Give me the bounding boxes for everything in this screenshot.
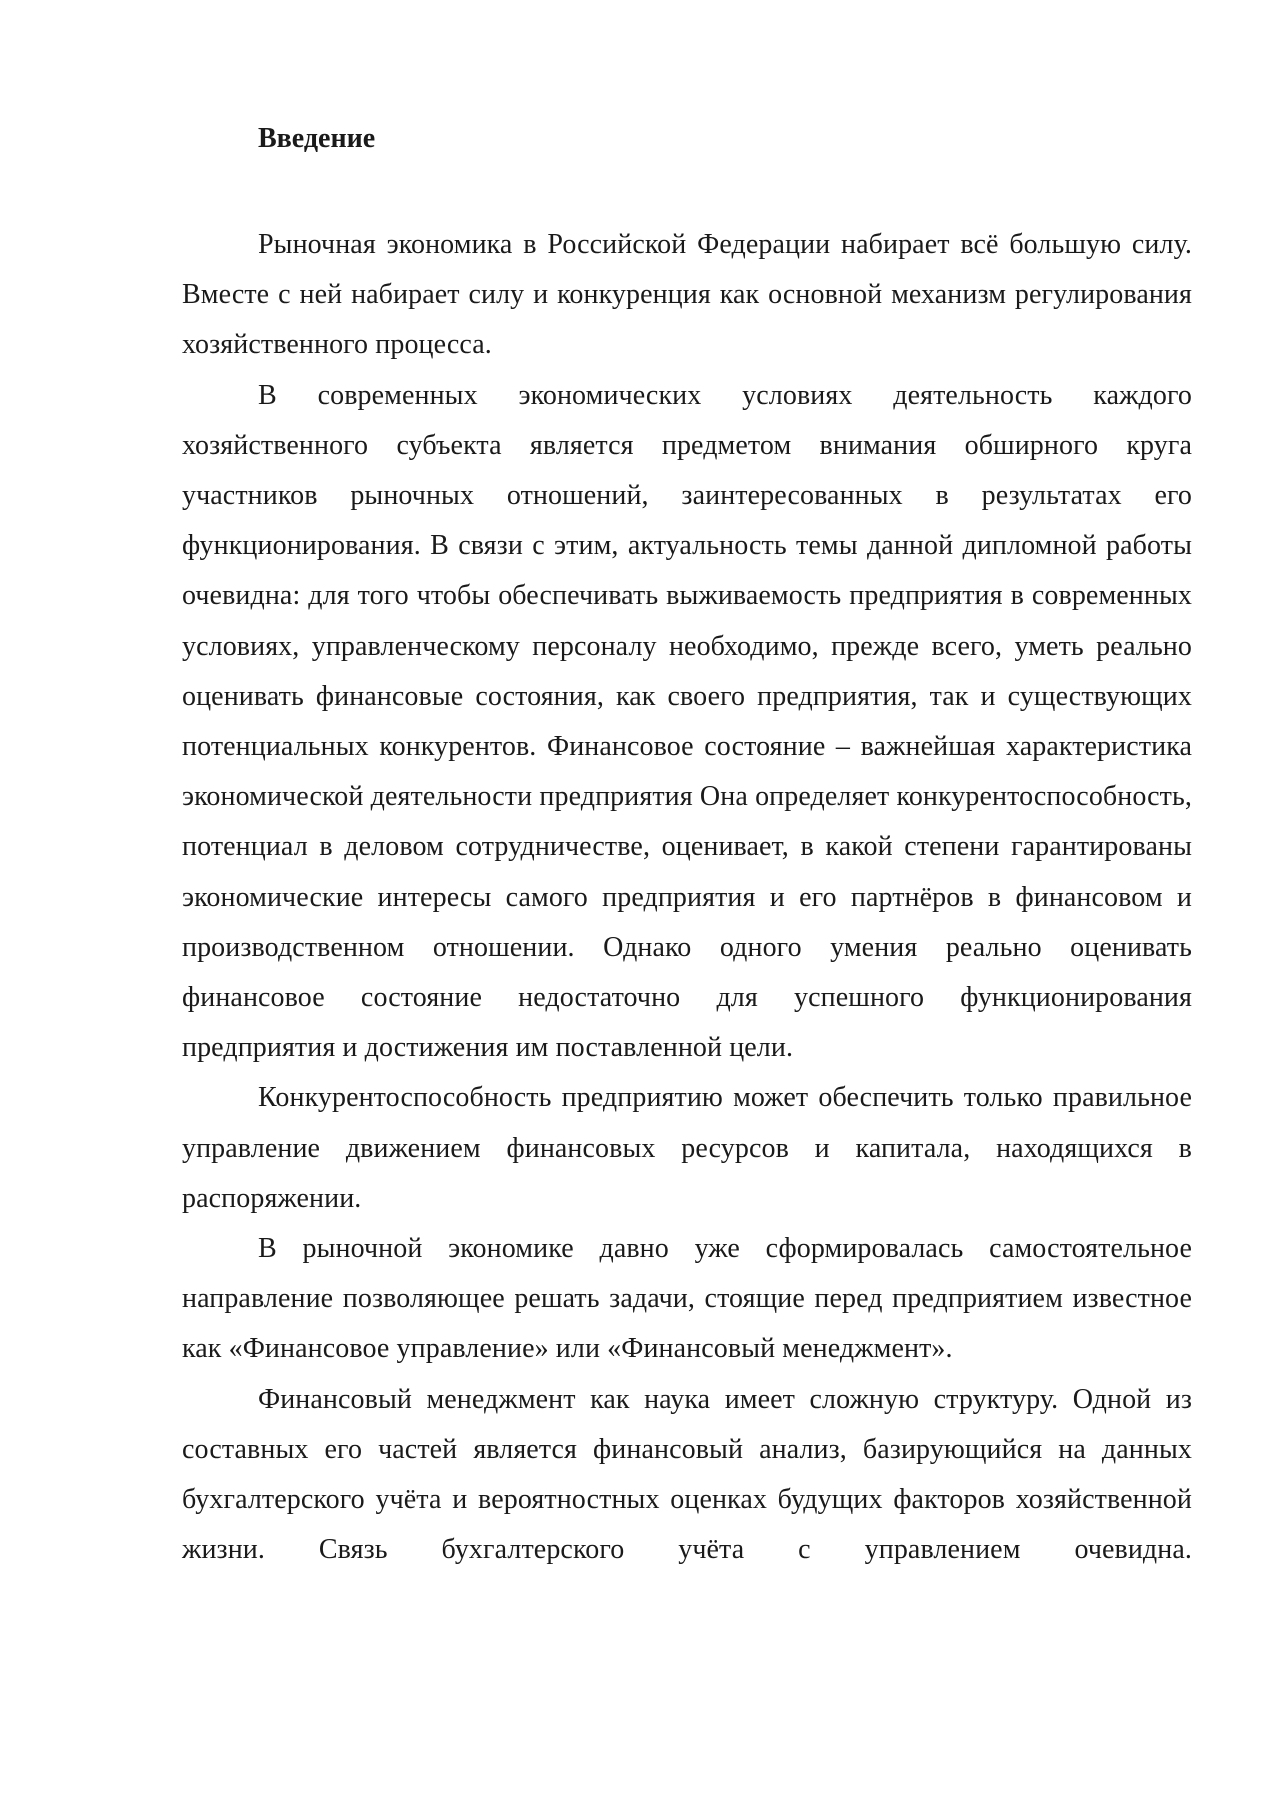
section-heading: Введение xyxy=(258,123,376,154)
paragraph: Рыночная экономика в Российской Федерации набирает всё большую силу. Вместе с ней набирает силу и конкуренция как основной механизм регулирования хозяйственного процесса. xyxy=(182,229,1192,361)
paragraph: В рыночной экономике давно уже сформировалась самостоятельное направление позволяющее решать задачи, стоящие перед предприятием известное как «Финансовое управление» или «Финансовый менеджмент». xyxy=(182,1233,1192,1365)
paragraph: В современных экономических условиях деятельность каждого хозяйственного субъекта является предметом внимания обширного круга участников рыночных отношений, заинтересованных в результатах его функционирования. В связи с этим, актуальность темы данной дипломной работы очевидна: для того чтобы обеспечивать выживаемость предприятия в современных условиях, управленческому персоналу необходимо, прежде всего, уметь реально оценивать финансовые состояния, как своего предприятия, так и существующих потенциальных конкурентов. Финансовое состояние – важнейшая характеристика экономической деятельности предприятия Она определяет конкурентоспособность, потенциал в деловом сотрудничестве, оценивает, в какой степени гарантированы экономические интересы самого предприятия и его партнёров в финансовом и производственном отношении. Однако одного умения реально оценивать финансовое состояние недостаточно для успешного функционирования предприятия и достижения им поставленной цели. xyxy=(182,379,1192,1064)
paragraph: Финансовый менеджмент как наука имеет сложную структуру. Одной из составных его частей является финансовый анализ, базирующийся на данных бухгалтерского учёта и вероятностных оценках будущих факторов хозяйственной жизни. Связь бухгалтерского учёта с управлением очевидна. xyxy=(182,1383,1192,1566)
document-body xyxy=(182,220,1192,1575)
paragraph: Конкурентоспособность предприятию может обеспечить только правильное управление движением финансовых ресурсов и капитала, находящихся в распоряжении. xyxy=(182,1082,1192,1214)
document-content xyxy=(182,118,1192,1575)
